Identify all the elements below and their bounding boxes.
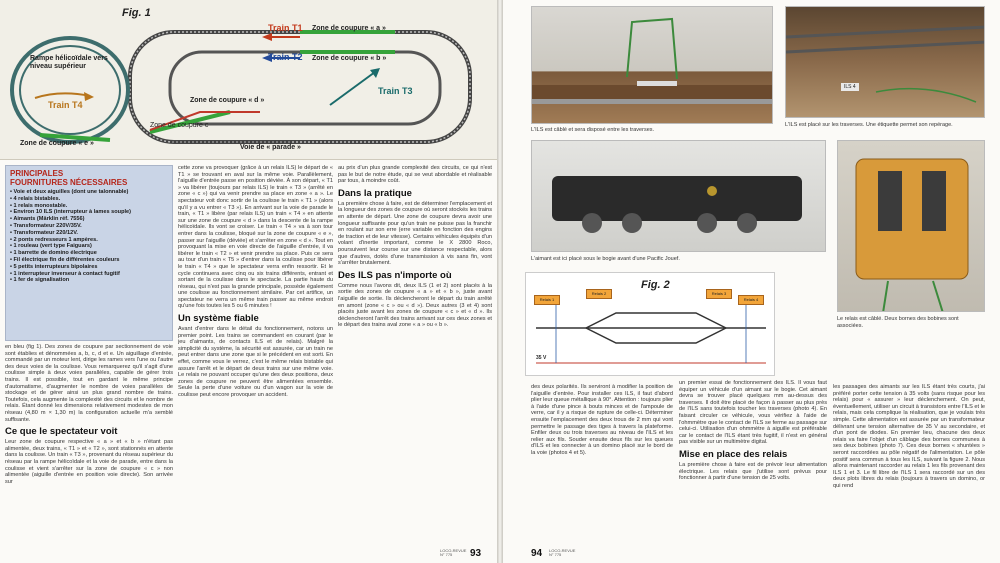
list-item: • 1 rouleau (vert type Faiguars) [10, 243, 168, 250]
list-item: • 4 relais bistables. [10, 196, 168, 203]
ils-tag: ILS 4 [841, 83, 859, 91]
train-t1-arrowhead [262, 33, 272, 41]
right-column-3 [833, 384, 985, 552]
list-item: • Voie et deux aiguilles (dont une talonnable) [10, 189, 168, 196]
caption-photo-7: Le relais est câblé. Deux bornes des bobines sont associées. [837, 316, 959, 329]
heading-spectateur: Ce que le spectateur voit [5, 426, 118, 438]
paragraph: en bleu (fig 1). Des zones de coupure par sectionnement de voie sont établies et dénommées a, b, c, d et e. Un aiguillage d'entrée, commandé par un moteur lent, dirige les rames vers l'une ou l'autre des deux voies de la coulisse. Vous remarquerez qu'il s'agit d'une coulisse simple à deux voies parallèles, capable de gérer trois trains. Il est possible, tout en gardant le même principe d'automatisme, d'augmenter le nombre de voies parallèles de stockage et de gérer ainsi un plus grand nombre de trains. Toutefois, cela augmente la complexité des circuits et le nombre de relais. Étant donné les dimensions relativement modestes de mon réseau (4,80 m × 1,30 m) la configuration actuelle m'a semblé suffisante. [5, 344, 173, 423]
label-zone-d: Zone de coupure « d » [190, 97, 265, 104]
paragraph: Comme nous l'avons dit, deux ILS (1 et 2) sont placés à la sortie des zones de coupure « a » et « b », juste avant l'aiguille de sortie. Ils déclencheront le départ du train arrêté en amont (zone « c » ou « d »). Deux autres (3 et 4) sont placés juste avant les zones de coupure « c » et « d ». Ils déclencheront l'arrêt des trains arrivant sur ces deux zones et le départ des trains aval zone « a » ou « b ». [338, 282, 492, 329]
wire-shape [627, 19, 677, 79]
magazine-tag: LOCO-REVUE N° 775 [549, 548, 576, 557]
figure-2-wiring [525, 272, 775, 376]
label-train-t4: Train T4 [48, 100, 83, 110]
right-column-2 [679, 380, 827, 552]
paragraph: La première chose à faire est de prévoir leur alimentation électrique. Les relais que j'utilise sont prévus pour fonctionner à partir d'une tension de 25 volts. [679, 461, 827, 482]
heading-pratique: Dans la pratique [338, 187, 412, 199]
figure-1-title: Fig. 1 [122, 7, 151, 19]
train-t4-arrow [35, 93, 90, 98]
magazine-tag: LOCO-REVUE N° 775 [440, 548, 467, 557]
relay-1-box: Relais 1 [534, 295, 560, 305]
wheel [737, 213, 757, 233]
paragraph: Leur zone de coupure respective « a » et « b » n'étant pas alimentée, deux trains, « T1 » et « T2 », sont stationnés en attente dans la coulisse. Un train « T3 », provenant du réseau supérieur du réseau par la rampe hélicoïdale et la voie de parade, entre dans la coulisse et vient s'arrêter sur la zone de coupure « c » non alimentée (aiguille d'entrée en position voie directe). Son arrivée sur [5, 439, 173, 485]
heading-ils: Des ILS pas n'importe où [338, 269, 452, 281]
list-item: • Transformateur 220/12V. [10, 230, 168, 237]
paragraph: cette zone va provoquer (grâce à un relais ILS) le départ de « T1 » se trouvant en aval sur la même voie. Parallèlement, l'aiguille d'entrée passe en position déviée. À son départ, « T1 » va libérer (toujours par relais ILS) le train « T3 » (arrêté en zone « c ») qui va venir prendre sa place en zone « a ». Le spectateur voit donc sortir de la coulisse le train « T1 » (alors qu'il y a vu entrer « T3 »). En arrivant sur la voie de parade le train, « T1 » libère (par relais ILS) un train « T4 » en attente sur une zone de coupure « d » dans la descente de la rampe hélicoïdale. Ils vont se croiser. Le train « T4 » va à son tour entrer dans la coulisse, bloqué sur la zone de coupure « e », passer sur l'aiguille (déviée) et s'arrêter en zone « d ». Tout en provoquant la mise en voie directe de l'aiguille d'entrée, il va libérer le train « T2 » et venir prendre sa place. Puis ce sera au tour d'un train « T5 » d'entrer dans la coulisse pour libérer le train « T4 » que le spectateur verra enfin ressortir. Et le cycle continuera avec cinq ou six trains différents, entrant et sortant de la coulisse dans le spectacle. La partie haute du réseau, qui n'est pas la grande principale, possède également une coulisse au fonctionnement similaire. Par cet artifice, un spectateur ne verra un même train passer au même endroit qu'une fois toutes les 5 ou 6 minutes ! [178, 165, 333, 310]
train-t3-arrow [330, 72, 375, 105]
paragraph: des deux polarités. Ils serviront à modifier la position de l'aiguille d'entrée. Pour installer ces ILS, il faut d'abord plier leur queue métallique à 90°. Attention : toujours plier à l'aide d'une pince à bouts minces et de l'ampoule de verre, car il y a risque de rupture de celle-ci. Déterminer ensuite l'emplacement des deux trous de 2 mm qui vont permettre le passage des tiges à travers la plateforme. Enfiler deux ou trois traverses au niveau de l'ILS et les relier aux fils. Souder ensuite deux fils sur les queues d'ILS et les connecter à un domino placé sur le bord de la voie (photos 4 et 5). [531, 384, 673, 456]
right-column-1 [531, 384, 673, 552]
relay-3-box: Relais 3 [706, 289, 732, 299]
photo-relay-drawing [838, 141, 985, 312]
paragraph: La première chose à faire, est de déterminer l'emplacement et la longueur des zones de coupure où seront stockés les trains en attente de départ. Une zone de coupure devra avoir une longueur suffisante pour qu'un train ne puisse pas la franchir en roulant sur son erre (erre variable en fonction des engins de traction et de leur vitesse). Certains véhicules équipés d'un volant d'inertie important, comme le X 2800 Roco, poursuivent leur course sur une distance respectable, alors que d'autres, dotés d'une transmission à vis sans fin, vont s'arrêter brutalement. [338, 200, 492, 267]
photo-bogie-magnet [531, 140, 826, 252]
train-t4-arrowhead [84, 92, 94, 101]
label-zone-a: Zone de coupure « a » [312, 25, 386, 32]
label-train-t2: Train T2 [268, 52, 303, 62]
track-plan-svg [0, 0, 497, 160]
left-page [0, 0, 497, 563]
label-zone-c: Zone de coupure c [150, 122, 209, 129]
helical-ramp [12, 38, 128, 142]
siding-lower [586, 328, 726, 343]
label-zone-e: Zone de coupure « e » [20, 140, 94, 147]
wheel [697, 213, 717, 233]
page-number: 94 [531, 548, 543, 559]
caption-photo-1: L'ILS est câblé et sera disposé entre les traverses. [531, 127, 655, 133]
supplies-box [5, 165, 173, 341]
photo-relay [837, 140, 985, 312]
figure-2-title: Fig. 2 [641, 279, 670, 291]
heading-relais: Mise en place des relais [679, 448, 788, 460]
relay-casing [856, 159, 968, 279]
left-column-2 [178, 165, 333, 550]
label-rampe: Rampe hélicoïdale vers niveau supérieur [30, 55, 108, 70]
list-item: • Environ 10 ILS (interrupteur à lames souple) [10, 209, 168, 216]
wheel [582, 213, 602, 233]
list-item: • 1 barrette de domino électrique [10, 250, 168, 257]
photo-bogie-drawing [532, 141, 826, 252]
photo-ils-drawing [532, 7, 773, 124]
coil [878, 171, 902, 231]
figure-1-track-diagram [0, 0, 497, 160]
list-item: • 1 interrupteur inverseur à contact fugitif [10, 271, 168, 278]
voltage-label: 35 V [536, 355, 547, 361]
list-item: • 1 fer de signalisation [10, 277, 168, 284]
list-item: • Fil électrique fin de différentes couleurs [10, 257, 168, 264]
wire [883, 281, 888, 312]
photo-ils-placed [785, 6, 985, 118]
list-item: • 2 ponts redresseurs 1 ampères. [10, 237, 168, 244]
label-train-t3: Train T3 [378, 86, 413, 96]
label-train-t1: Train T1 [268, 23, 303, 33]
rail [532, 99, 773, 104]
page-number: 93 [470, 548, 482, 559]
paragraph: un premier essai de fonctionnement des ILS. Il vous faut équiper un véhicule d'un aimant sur le bogie. Cet aimant devra se trouver placé quelques mm au-dessus des traverses. Il doit être placé de façon à passer au plus près de l'ILS sans toutefois toucher les traverses (photo 4). En faisant circuler ce véhicule, vous vérifiez à l'aide de l'ohmmètre que le contact de l'ILS se ferme au passage sur celui-ci. Utilisation d'un ohmmètre à aiguille est préférable car le contact de l'ILS étant très fugitif, il n'est en général pas visible sur un multimètre digital. [679, 380, 827, 446]
wiring-svg [526, 273, 776, 377]
left-column-3 [338, 165, 492, 545]
label-voie-parade: Voie de « parade » [240, 144, 301, 151]
ils-glass [637, 81, 677, 86]
relay-2-box: Relais 2 [586, 289, 612, 299]
photo-ils-placed-drawing [786, 7, 985, 118]
wheel [622, 213, 642, 233]
supplies-list [6, 189, 172, 284]
photo-ils-wired [531, 6, 773, 124]
supplies-title: PRINCIPALES FOURNITURES NÉCESSAIRES [10, 169, 128, 187]
wire [876, 89, 976, 102]
wire [933, 281, 943, 312]
right-page [503, 0, 1000, 563]
left-column-1 [5, 344, 173, 550]
relay-4-box: Relais 4 [738, 295, 764, 305]
list-item: • Aimants (Märklin réf. 7556) [10, 216, 168, 223]
list-item: • 1 relais monostable. [10, 203, 168, 210]
siding-upper [586, 313, 726, 328]
list-item: • Transformateur 220V/35V. [10, 223, 168, 230]
list-item: • 5 petits interrupteurs bipolaires [10, 264, 168, 271]
paragraph: les passages des aimants sur les ILS étant très courts, j'ai préféré porter cette tension à 35 volts (sans risque pour les relais) pour « assurer » leur déclenchement. On peut, éventuellement, utiliser un circuit à transistors entre l'ILS et le relais, mais cela complique la réalisation, que je voulais très simple. Cette alimentation est assurée par un transformateur délivrant une tension alternative de 35 V au secondaire, et d'un pont de diodes. En premier lieu, chacune des deux relais va faire l'objet d'un câblage des bornes communes à ses deux bobines (photo 7). Ces deux bornes « shuntées » seront raccordées au pôle négatif de l'alimentation. Le pôle positif sera commun à tous les ILS, suivant la figure 2. Nous allons maintenant raccorder au relais 1 les fils provenant des ILS 1 et 3. Le fil libre de l'ILS 1 sera raccordé sur un des deux plots libres du relais (toujours à travers un domino, or qui rend [833, 384, 985, 489]
paragraph: Avant d'entrer dans le détail du fonctionnement, notons un premier point. Les trains se commandent en courant (par le jeu d'aimants, de contacts ILS et de relais). Malgré la simplicité du système, la sécurité est assurée, car un train ne peut entrer dans une zone que si le précédent en est sorti. En effet, comme vous le verrez, c'est le même relais bistable qui assure l'arrêt et le départ de deux trains sur une même voie. Le relais ne pouvant occuper qu'une des deux positions, deux zones de coupure ne peuvent être alimentées ensemble. Seule la perte d'une voiture ou d'un wagon sur la voie de coulisse peut encore provoquer un accident. [178, 326, 333, 398]
heading-fiable: Un système fiable [178, 313, 259, 325]
caption-photo-3: L'ILS est placé sur les traverses. Une étiquette permet son repérage. [785, 122, 953, 128]
coil [922, 171, 946, 231]
train-t3-arrowhead [370, 68, 380, 78]
paragraph: au prix d'un plus grande complexité des circuits, ce qui n'est pas le but de notre étude, qui se veut abordable et réalisable par tous, à moindre coût. [338, 165, 492, 185]
rail [786, 27, 985, 37]
label-zone-b: Zone de coupure « b » [312, 55, 387, 62]
rail [786, 42, 985, 52]
magnet [707, 186, 717, 196]
caption-photo-4: L'aimant est ici placé sous le bogie avant d'une Pacific Jouef. [531, 256, 680, 262]
sleeper-row [532, 85, 773, 99]
